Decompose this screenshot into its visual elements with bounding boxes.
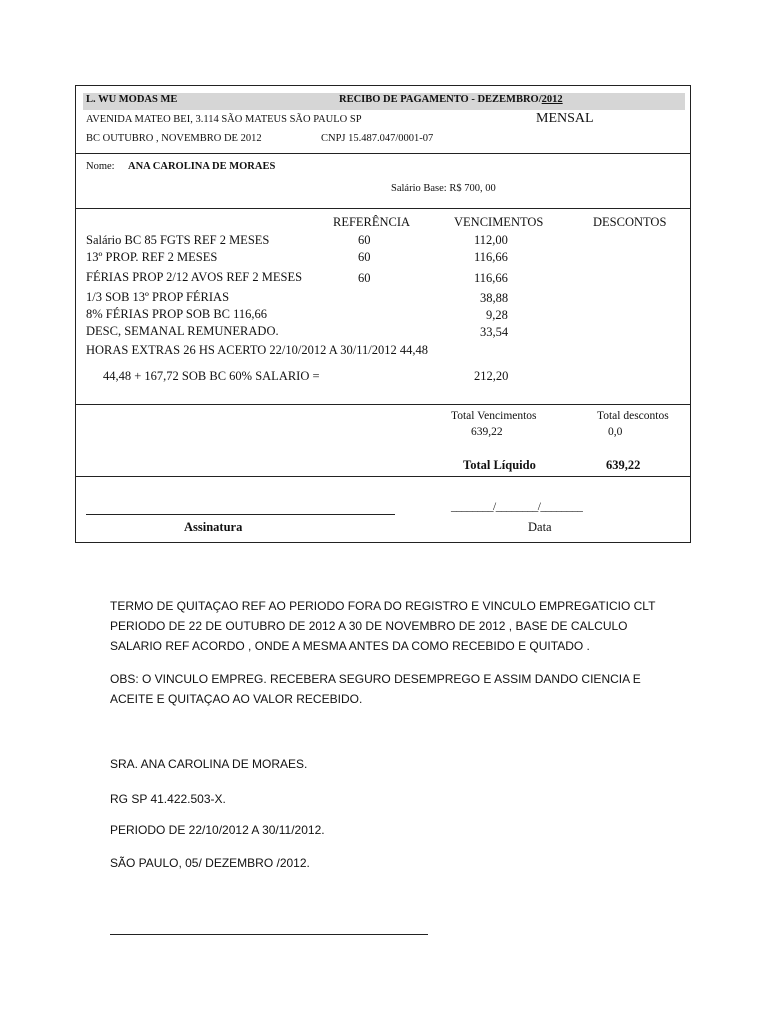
total-liquido-value: 639,22	[606, 458, 641, 472]
receipt-title-year: 2012	[541, 94, 563, 105]
total-descontos-value: 0,0	[608, 426, 623, 438]
row-description: DESC, SEMANAL REMUNERADO.	[86, 324, 279, 338]
bottom-signature-line	[110, 934, 428, 935]
termo-line: PERIODO DE 22 DE OUTUBRO DE 2012 A 30 DE NOVEMBRO DE 2012 , BASE DE CALCULO	[110, 619, 628, 633]
company-name: L. WU MODAS ME	[86, 94, 178, 105]
divider	[76, 476, 690, 477]
signer-rg: RG SP 41.422.503-X.	[110, 792, 226, 806]
employee-name: ANA CAROLINA DE MORAES	[128, 161, 276, 172]
obs-line: ACEITE E QUITAÇAO AO VALOR RECEBIDO.	[110, 692, 363, 706]
divider	[76, 208, 690, 209]
place-date: SÃO PAULO, 05/ DEZEMBRO /2012.	[110, 856, 310, 870]
name-label: Nome:	[86, 161, 115, 172]
termo-paragraph	[110, 596, 655, 656]
date-blank: ________/________/________	[451, 501, 583, 513]
row-description: Salário BC 85 FGTS REF 2 MESES	[86, 233, 270, 247]
reference-period: BC OUTUBRO , NOVEMBRO DE 2012	[86, 133, 262, 144]
row-vencimento: 116,66	[474, 271, 508, 285]
total-vencimentos-label: Total Vencimentos	[451, 410, 537, 422]
row-vencimento: 38,88	[480, 291, 509, 305]
row-description: 13º PROP. REF 2 MESES	[86, 250, 218, 264]
total-liquido-label: Total Líquido	[463, 458, 536, 472]
column-header-referencia: REFERÊNCIA	[333, 215, 411, 229]
row-vencimento: 212,20	[474, 369, 509, 383]
row-vencimento: 9,28	[486, 308, 508, 322]
row-reference: 60	[358, 250, 371, 264]
company-address: AVENIDA MATEO BEI, 3.114 SÃO MATEUS SÃO PAULO SP	[86, 114, 362, 125]
signature-line	[86, 514, 395, 515]
date-label: Data	[528, 520, 552, 534]
row-reference: 60	[358, 233, 371, 247]
termo-line: SALARIO REF ACORDO , ONDE A MESMA ANTES DA COMO RECEBIDO E QUITADO .	[110, 639, 590, 653]
column-header-vencimentos: VENCIMENTOS	[454, 215, 544, 229]
obs-line: OBS: O VINCULO EMPREG. RECEBERA SEGURO DESEMPREGO E ASSIM DANDO CIENCIA E	[110, 672, 641, 686]
total-vencimentos-value: 639,22	[471, 426, 503, 438]
row-description: 44,48 + 167,72 SOB BC 60% SALARIO =	[103, 369, 320, 383]
row-vencimento: 33,54	[480, 325, 509, 339]
row-description: 1/3 SOB 13º PROP FÉRIAS	[86, 290, 230, 304]
row-description: 8% FÉRIAS PROP SOB BC 116,66	[86, 307, 268, 321]
column-header-descontos: DESCONTOS	[593, 215, 667, 229]
row-description: FÉRIAS PROP 2/12 AVOS REF 2 MESES	[86, 270, 303, 284]
base-salary: Salário Base: R$ 700, 00	[391, 183, 496, 194]
row-vencimento: 116,66	[474, 250, 508, 264]
row-reference: 60	[358, 271, 371, 285]
row-description: HORAS EXTRAS 26 HS ACERTO 22/10/2012 A 30/11/2012 44,48	[86, 343, 428, 357]
pay-frequency: MENSAL	[536, 111, 594, 126]
payment-receipt	[75, 85, 691, 543]
receipt-title: RECIBO DE PAGAMENTO - DEZEMBRO/2012	[339, 94, 563, 105]
divider	[76, 404, 690, 405]
company-cnpj: CNPJ 15.487.047/0001-07	[321, 133, 434, 144]
total-descontos-label: Total descontos	[597, 410, 669, 422]
row-vencimento: 112,00	[474, 233, 508, 247]
signer-name: SRA. ANA CAROLINA DE MORAES.	[110, 757, 308, 771]
divider	[76, 153, 690, 154]
signature-label: Assinatura	[184, 520, 243, 534]
termo-periodo: PERIODO DE 22/10/2012 A 30/11/2012.	[110, 823, 325, 837]
termo-line: TERMO DE QUITAÇAO REF AO PERIODO FORA DO REGISTRO E VINCULO EMPREGATICIO CLT	[110, 599, 656, 613]
obs-paragraph	[110, 669, 641, 709]
